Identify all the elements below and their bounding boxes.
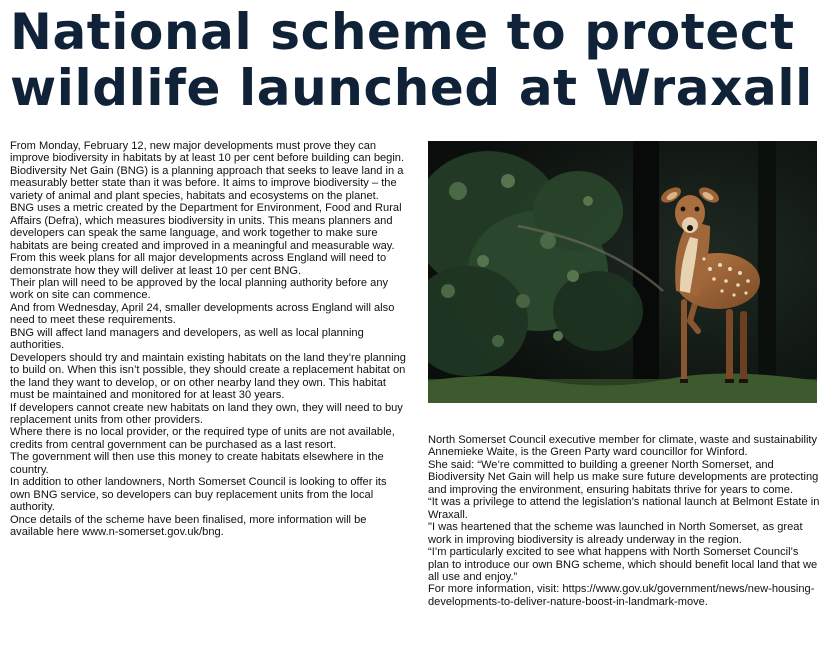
article-paragraph: The government will then use this money to create habitats elsewhere in the country. bbox=[10, 451, 384, 476]
article-paragraph: "I was heartened that the scheme was launched in North Somerset, as great work in improving biodiversity is already underway in the region. bbox=[428, 521, 803, 546]
article-paragraph: Developers should try and maintain existing habitats on the land they’re planning to build on. When this isn’t possible, they should create a replacement habitat on the land they want to develop, or on other nearby land they own. This habitat must be maintained and monitored for at least 30 years. bbox=[10, 351, 406, 402]
article-left-column bbox=[10, 140, 408, 539]
article-paragraph: BNG uses a metric created by the Department for Environment, Food and Rural Affairs (Defra), which measures biodiversity in units. This means planners and developers can speak the same language, and work together to make sure habitats are being created and improved in a meaningful and measurable way. bbox=[10, 202, 402, 252]
article-paragraph: For more information, visit: https://www.gov.uk/government/news/new-housing-developments-to-deliver-nature-boost-in-landmark-move. bbox=[428, 583, 815, 608]
article-paragraph: Once details of the scheme have been finalised, more information will be available here www.n-somerset.gov.uk/bng. bbox=[10, 513, 367, 539]
article-paragraph: BNG will affect land managers and developers, as well as local planning authorities. bbox=[10, 326, 364, 352]
article-right-column bbox=[428, 434, 820, 608]
article-paragraph: If developers cannot create new habitats on land they own, they will need to buy replacement units from other providers. bbox=[10, 401, 403, 426]
article-paragraph: North Somerset Council executive member for climate, waste and sustainability Annemieke Waite, is the Green Party ward councillor for Winford. bbox=[428, 434, 818, 459]
headline-line-2: wildlife launched at Wraxall bbox=[10, 59, 813, 117]
article-paragraph: Biodiversity Net Gain (BNG) is a planning approach that seeks to leave land in a measurably better state than it was before. It aims to improve biodiversity – the variety of animal and plant species, habitats and ecosystems on the planet. bbox=[10, 164, 404, 202]
article-paragraph: From this week plans for all major developments across England will need to demonstrate how they will deliver at least 10 per cent BNG. bbox=[10, 252, 387, 277]
article-paragraph: Where there is no local provider, or the required type of units are not available, credits from central government can be purchased as a last resort. bbox=[10, 426, 395, 451]
article-paragraph: “It was a privilege to attend the legislation’s national launch at Belmont Estate in Wraxall. bbox=[428, 496, 820, 521]
article-paragraph: From Monday, February 12, new major developments must prove they can improve biodiversity in habitats by at least 10 per cent before building can begin. bbox=[10, 140, 405, 165]
headline-line-1: National scheme to protect bbox=[10, 3, 795, 61]
article-paragraph: And from Wednesday, April 24, smaller developments across England will also need to meet these requirements. bbox=[10, 301, 395, 327]
article-paragraph: In addition to other landowners, North Somerset Council is looking to offer its own BNG service, so developers can buy replacement units from the local authority. bbox=[10, 476, 387, 514]
article-paragraph: Their plan will need to be approved by the local planning authority before any work on site can commence. bbox=[10, 276, 389, 302]
fawn-photo bbox=[428, 141, 817, 403]
article-paragraph: “I’m particularly excited to see what happens with North Somerset Council’s plan to introduce our own BNG scheme, which should benefit local land that we all use and enjoy.” bbox=[428, 546, 818, 583]
article-paragraph: She said: “We’re committed to building a greener North Somerset, and Biodiversity Net Gain will help us make sure future developments are protecting and improving the environment, ensuring habitats thrive for years to come. bbox=[428, 458, 819, 496]
headline bbox=[10, 4, 825, 116]
fawn-illustration bbox=[428, 141, 817, 403]
